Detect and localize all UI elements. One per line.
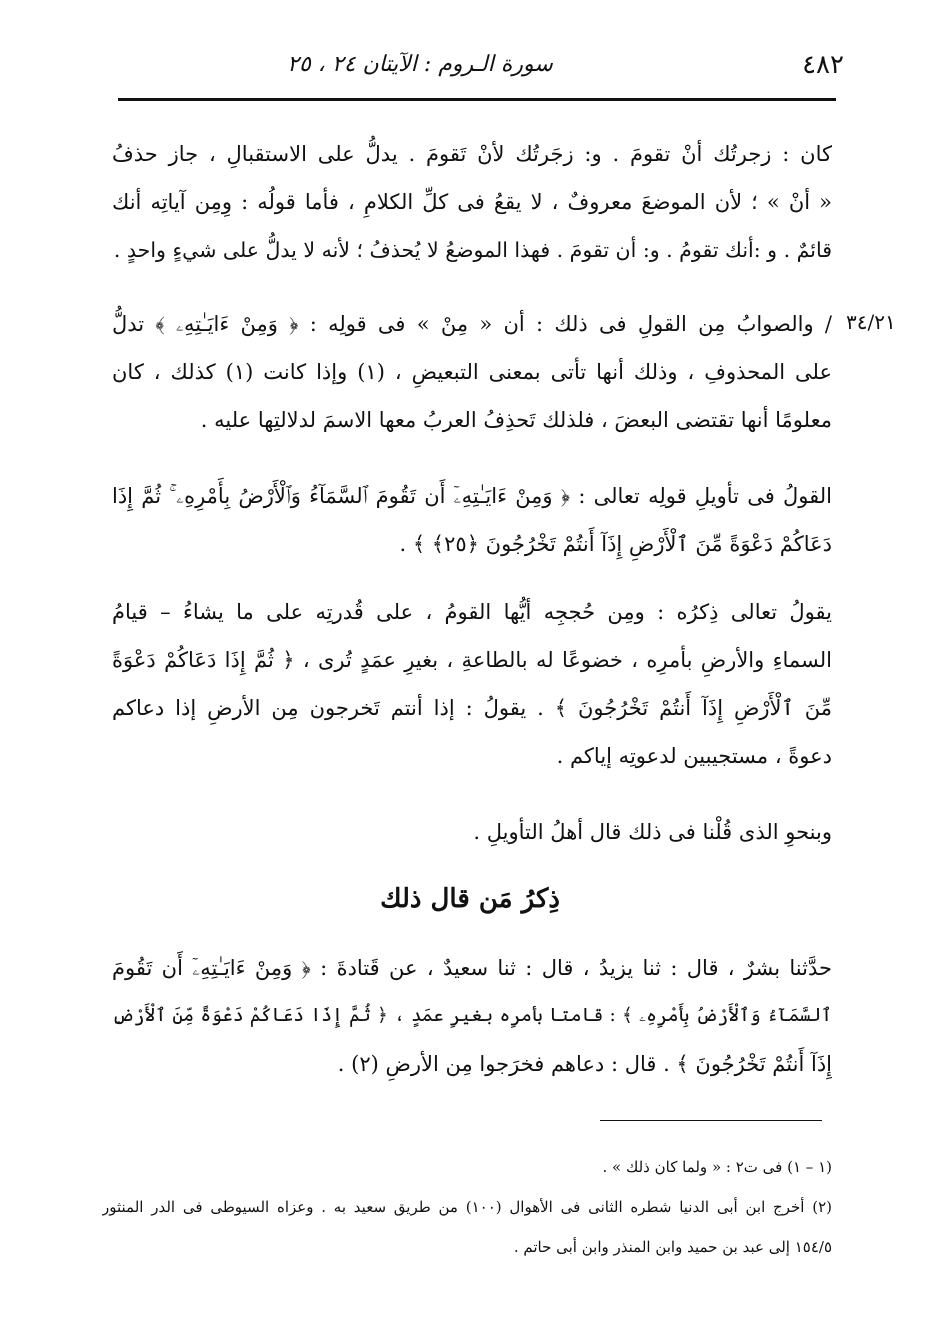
text-line: إِذَآ أَنتُمْ تَخْرُجُونَ ﴾ . قال : دعاهم فخرَجوا مِن الأرضِ (٢) . — [337, 1052, 832, 1076]
margin-note: ٣٤/٢١ — [846, 310, 896, 334]
text-line: معلومًا أنها تقتضى البعضَ ، فلذلك تَحذِفُ العربُ معها الاسمَ لدلالتِها عليه . — [200, 408, 832, 432]
paragraph — [112, 130, 832, 274]
text-line: حدَّثنا بشرٌ ، قال : ثنا يزيدُ ، قال : ثنا سعيدٌ ، عن قَتادةَ : ﴿ وَمِنْ ءَايَـٰتِهِۦٓ أَن تَقُومَ — [112, 956, 832, 980]
running-title: سورة الـروم : الآيتان ٢٤ ، ٢٥ — [287, 52, 553, 77]
text-line: القولُ فى تأويلِ قولِه تعالى : ﴿ وَمِنْ ءَايَـٰتِهِۦٓ أَن تَقُومَ ٱلسَّمَآءُ وَٱلْأَرْضُ بِأَمْرِهِۦ ۚ ثُمَّ إِذَا — [112, 484, 832, 508]
paragraph — [112, 944, 832, 1088]
text-line: كان : زجرتُك أنْ تقومَ . و: زجَرتُك لأنْ تَقومَ . يدلُّ على الاستقبالِ ، جاز حذفُ — [112, 142, 832, 166]
text-line: / والصوابُ مِن القولِ فى ذلك : أن « مِنْ » فى قولِه : ﴿ وَمِنْ ءَايَـٰتِهِۦ ﴾ تدلُّ — [112, 312, 832, 336]
footnote-rule — [600, 1120, 822, 1121]
paragraph — [112, 300, 832, 444]
text-line: قائمٌ . و :أنك تقومُ . و: أن تقومَ . فهذا الموضعُ لا يُحذفُ ؛ لأنه لا يدلُّ على شيءٍ واحدٍ . — [113, 238, 832, 262]
text-line: وبنحوِ الذى قُلْنا فى ذلك قال أهلُ التأويلِ . — [473, 820, 832, 844]
text-line: يقولُ تعالى ذِكرُه : ومِن حُججِه أيُّها القومُ ، على قُدرتِه على ما يشاءُ – قيامُ — [112, 600, 832, 624]
text-line: « أنْ » ؛ لأن الموضعَ معروفٌ ، لا يقعُ فى كلِّ الكلامِ ، فأما قولُه : وِمِن آياتِه أنك — [112, 190, 832, 214]
paragraph — [112, 472, 832, 568]
text-line: دعوةً ، مستجيبين لدعوتِه إياكم . — [556, 744, 832, 768]
section-heading: ذِكرُ مَن قال ذلك — [380, 884, 560, 914]
footnote: (١ – ١) فى ت٢ : « ولما كان ذلك » . — [602, 1158, 832, 1176]
paragraph — [112, 588, 832, 780]
text-line: دَعَاكُمْ دَعْوَةً مِّنَ ٱلْأَرْضِ إِذَآ أَنتُمْ تَخْرُجُونَ ﴿٢٥﴾ ﴾ . — [399, 532, 832, 556]
text-line: على المحذوفِ ، وذلك أنها تأتى بمعنى التبعيضِ ، (١) وإذا كانت (١) كذلك ، كان — [112, 360, 832, 384]
page-number: ٤٨٢ — [802, 50, 844, 80]
text-line: السماءِ والأرضِ بأمرِه ، خضوعًا له بالطاعةِ ، بغيرِ عمَدٍ تُرى ، ﴿ ثُمَّ إِذَا دَعَاكُمْ دَعْوَةً — [112, 648, 832, 672]
footnote: ١٥٤/٥ إلى عبد بن حميد وابن المنذر وابن أبى حاتم . — [513, 1238, 832, 1256]
text-line: ٱلسَّمَآءُ وَٱلْأَرْضُ بِأَمْرِهِۦ ﴾ : قامتا بأمرِه بغيرِ عمَدٍ ، ﴿ ثُمَّ إِذَا دَعَاكُمْ دَعْوَةً مِّنَ ٱلْأَرْضِ — [112, 1005, 832, 1026]
paragraph — [112, 808, 832, 856]
text-line: مِّنَ ٱلْأَرْضِ إِذَآ أَنتُمْ تَخْرُجُونَ ﴾ . يقولُ : إذا أنتم تَخرجون مِن الأرضِ إذا دعاكم — [112, 696, 832, 720]
header-rule — [118, 98, 836, 101]
footnote: (٢) أخرج ابن أبى الدنيا شطره الثانى فى الأهوال (١٠٠) من طريق سعيد به . وعزاه السيوطى فى الدر المنثور — [102, 1198, 832, 1216]
